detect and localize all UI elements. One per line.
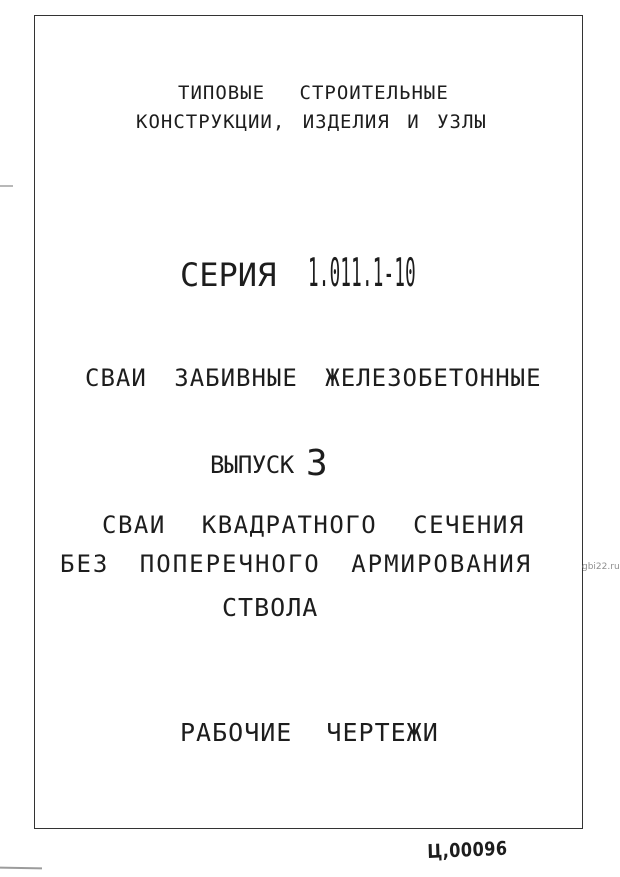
handwritten-inventory-number: Ц,00096 [426, 837, 508, 863]
issue-number: 3 [306, 443, 328, 484]
main-title: СВАИ ЗАБИВНЫЕ ЖЕЛЕЗОБЕТОННЫЕ [85, 364, 542, 392]
page-border-frame [34, 15, 583, 829]
subtitle-line-3: СТВОЛА [222, 593, 319, 622]
series-number: 1.011.1-10 [308, 251, 416, 296]
subtitle-line-1: СВАИ КВАДРАТНОГО СЕЧЕНИЯ [102, 511, 525, 539]
scan-artifact-line-bottom [0, 867, 42, 870]
header-line-2: КОНСТРУКЦИИ, ИЗДЕЛИЯ И УЗЛЫ [136, 111, 487, 133]
issue-label: ВЫПУСК [210, 451, 294, 479]
document-type-label: РАБОЧИЕ ЧЕРТЕЖИ [180, 718, 439, 747]
site-watermark: gbi22.ru [582, 562, 620, 572]
subtitle-line-2: БЕЗ ПОПЕРЕЧНОГО АРМИРОВАНИЯ [60, 550, 533, 578]
header-line-1: ТИПОВЫЕ СТРОИТЕЛЬНЫЕ [178, 82, 449, 104]
scan-artifact-line-top [0, 185, 13, 187]
series-label: СЕРИЯ [180, 256, 277, 294]
